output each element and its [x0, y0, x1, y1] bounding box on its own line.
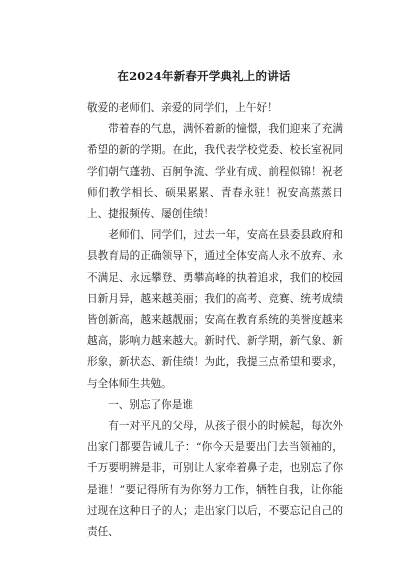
review-paragraph: 老师们、同学们，过去一年，安高在县委县政府和县教育局的正确领导下，通过全体安高人永不放弃、永不满足、永远攀登、勇攀高峰的执着追求，我们的校园日新月异，越来越美丽；我们的高考、竞赛、统考成绩皆创新高，越来越靓丽；安高在教育系统的美誉度越来越高，影响力越来越大。新时代、新学期，新气象、新形象，新状态、新佳绩！为此，我提三点希望和要求，与全体师生共勉。 — [87, 229, 343, 390]
section-heading: 一、别忘了你是谁 — [108, 398, 193, 411]
greeting-paragraph: 敬爱的老师们、亲爱的同学们，上午好！ — [87, 102, 278, 114]
story-paragraph: 有一对平凡的父母，从孩子很小的时候起，每次外出家门都要告诫儿子：“你今天是要出门去当领袖的，千万要明辨是非，可别让人家牵着鼻子走，也别忘了你是谁！”要记得所有为你努力工作，牺牲自我，让你能过现在这种日子的人；走出家门以后，不要忘记自己的责任、 — [87, 420, 343, 539]
document-title: 在2024年新春开学典礼上的讲话 — [117, 69, 291, 83]
opening-paragraph: 带着春的气息，满怀着新的憧憬，我们迎来了充满希望的新的学期。在此，我代表学校党委、校长室祝同学们朝气蓬勃、百舸争流、学业有成、前程似锦！祝老师们教学相长、硕果累累、青春永驻！祝安高蒸蒸日上、捷报频传、屡创佳绩！ — [87, 123, 343, 221]
document-body — [87, 98, 343, 543]
